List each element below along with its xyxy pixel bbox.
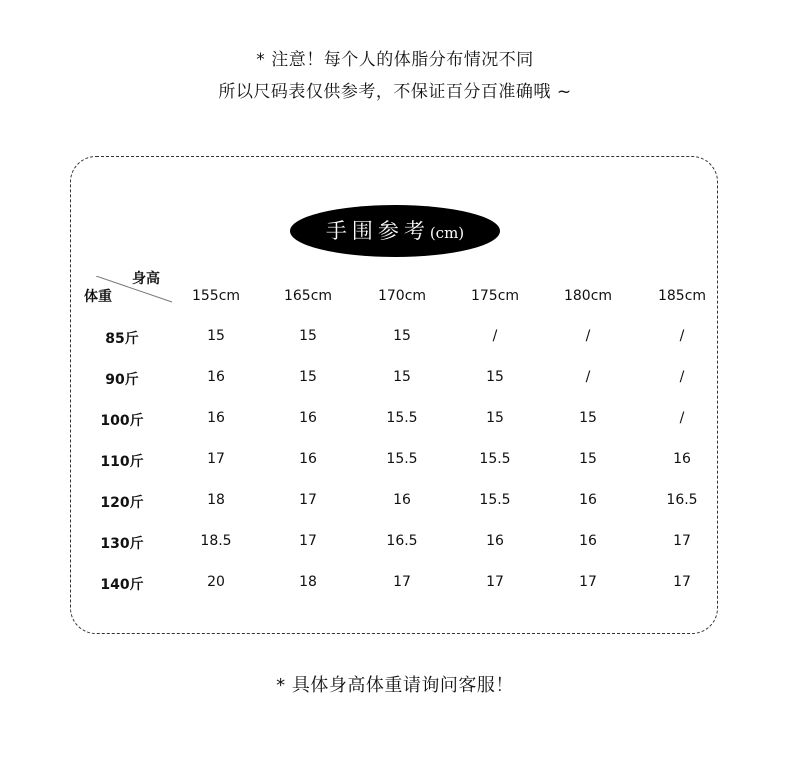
table-cell: 15.5 [386,451,418,467]
table-cell: 16 [299,451,317,467]
table-cell: 15.5 [479,492,511,508]
table-cell: 15 [207,328,225,344]
table-cell: 17 [207,451,225,467]
row-label: 140斤 [100,577,144,593]
column-header: 175cm [470,288,520,304]
table-cell: 15.5 [386,410,418,426]
table-cell: 17 [299,533,317,549]
table-cell: 20 [207,574,225,590]
row-label: 120斤 [100,495,144,511]
column-axis-label: 身高 [132,271,160,287]
table-cell: 18.5 [200,533,232,549]
table-cell: 16 [299,410,317,426]
table-cell: 17 [673,533,691,549]
column-header: 155cm [191,288,241,304]
table-cell: 16.5 [666,492,698,508]
table-cell: / [679,369,685,385]
table-cell: 16 [673,451,691,467]
row-label: 100斤 [100,413,144,429]
table-cell: / [585,369,591,385]
table-cell: 15 [486,369,504,385]
column-header: 165cm [283,288,333,304]
row-label: 90斤 [105,372,139,388]
footer-note: * 具体身高体重请询问客服！ [276,675,514,696]
column-header: 185cm [657,288,707,304]
table-cell: 15 [579,451,597,467]
table-cell: 17 [486,574,504,590]
table-cell: 16 [207,410,225,426]
table-cell: 15 [299,328,317,344]
table-cell: / [585,328,591,344]
column-header: 180cm [563,288,613,304]
table-cell: 16.5 [386,533,418,549]
chart-title-unit: (cm) [429,224,465,242]
table-cell: 15 [393,369,411,385]
row-axis-label: 体重 [84,289,112,305]
table-corner-header [82,268,172,308]
table-cell: 16 [579,533,597,549]
column-header: 170cm [377,288,427,304]
table-cell: 17 [393,574,411,590]
table-cell: 18 [299,574,317,590]
table-cell: / [679,410,685,426]
table-cell: 15.5 [479,451,511,467]
row-label: 110斤 [100,454,144,470]
table-cell: 15 [486,410,504,426]
table-cell: / [679,328,685,344]
chart-title: 手围参考 [325,219,430,243]
table-cell: 17 [673,574,691,590]
table-cell: 18 [207,492,225,508]
table-cell: / [492,328,498,344]
table-cell: 15 [393,328,411,344]
table-cell: 15 [299,369,317,385]
table-cell: 16 [486,533,504,549]
table-cell: 17 [579,574,597,590]
row-label: 130斤 [100,536,144,552]
notice-line-2: 所以尺码表仅供参考，不保证百分百准确哦 ~ [218,82,572,102]
table-cell: 17 [299,492,317,508]
row-label: 85斤 [105,331,139,347]
chart-title-badge [290,205,500,257]
table-cell: 16 [207,369,225,385]
table-cell: 16 [393,492,411,508]
table-cell: 15 [579,410,597,426]
notice-line-1: * 注意！每个人的体脂分布情况不同 [256,50,534,70]
table-cell: 16 [579,492,597,508]
